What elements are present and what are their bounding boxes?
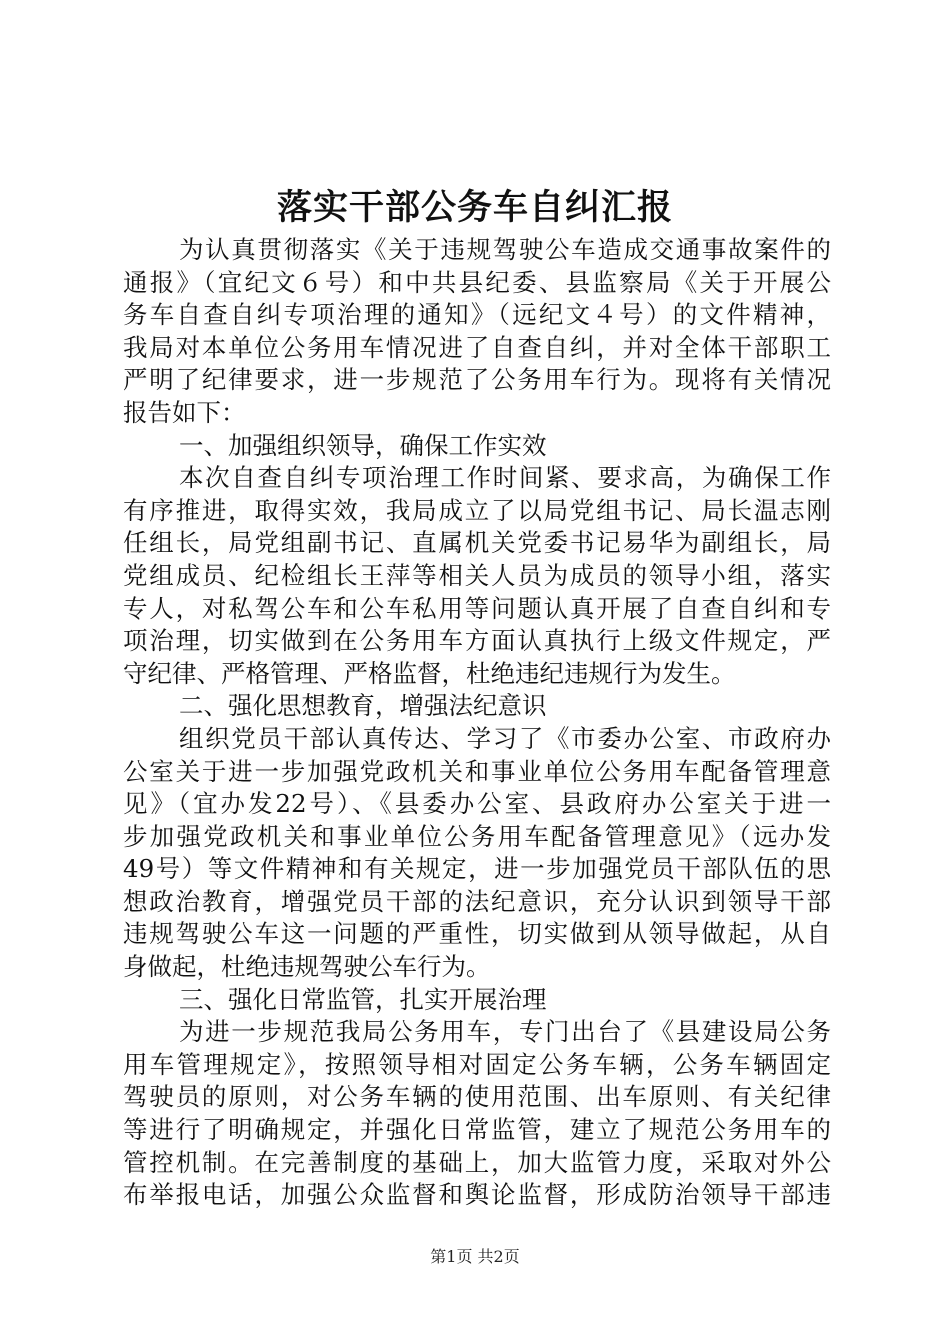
body-line: 布举报电话，加强公众监督和舆论监督，形成防治领导干部违 — [123, 1180, 831, 1210]
section-heading: 一、加强组织领导，确保工作实效 — [179, 430, 547, 460]
section-heading: 二、强化思想教育，增强法纪意识 — [179, 691, 547, 721]
body-line: 管控机制。在完善制度的基础上，加大监管力度，采取对外公 — [123, 1147, 831, 1177]
body-line: 有序推进，取得实效，我局成立了以局党组书记、局长温志刚 — [123, 495, 831, 525]
body-line: 想政治教育，增强党员干部的法纪意识，充分认识到领导干部 — [123, 886, 831, 916]
body-line: 党组成员、纪检组长王萍等相关人员为成员的领导小组，落实 — [123, 560, 831, 590]
body-line: 守纪律、严格管理、严格监督，杜绝违纪违规行为发生。 — [123, 658, 736, 688]
document-body — [123, 234, 831, 1212]
section-heading: 三、强化日常监管，扎实开展治理 — [179, 984, 547, 1014]
document-title: 落实干部公务车自纠汇报 — [276, 187, 673, 228]
page-footer: 第1页 共2页 — [430, 1247, 520, 1266]
body-line: 我局对本单位公务用车情况进了自查自纠，并对全体干部职工 — [123, 332, 831, 362]
body-line: 任组长，局党组副书记、直属机关党委书记易华为副组长，局 — [123, 528, 831, 558]
body-line: 公室关于进一步加强党政机关和事业单位公务用车配备管理意 — [123, 756, 831, 786]
body-line: 身做起，杜绝违规驾驶公车行为。 — [123, 952, 491, 982]
body-line: 步加强党政机关和事业单位公务用车配备管理意见》（远办发 — [123, 821, 831, 851]
body-line: 组织党员干部认真传达、学习了《市委办公室、市政府办 — [179, 723, 831, 753]
body-line: 严明了纪律要求，进一步规范了公务用车行为。现将有关情况 — [123, 365, 831, 395]
body-line: 违规驾驶公车这一问题的严重性，切实做到从领导做起，从自 — [123, 919, 831, 949]
body-line: 务车自查自纠专项治理的通知》（远纪文４号）的文件精神， — [123, 300, 831, 330]
body-line: 专人，对私驾公车和公车私用等问题认真开展了自查自纠和专 — [123, 593, 831, 623]
body-line: 驾驶员的原则，对公务车辆的使用范围、出车原则、有关纪律 — [123, 1082, 831, 1112]
body-line: 本次自查自纠专项治理工作时间紧、要求高，为确保工作 — [179, 463, 831, 493]
body-line: 为进一步规范我局公务用车，专门出台了《县建设局公务 — [179, 1017, 831, 1047]
body-line: 用车管理规定》，按照领导相对固定公务车辆，公务车辆固定 — [123, 1049, 831, 1079]
body-line: 为认真贯彻落实《关于违规驾驶公车造成交通事故案件的 — [179, 235, 831, 264]
body-line: 见》（宜办发22号）、《县委办公室、县政府办公室关于进一 — [123, 789, 831, 819]
body-line: 项治理，切实做到在公务用车方面认真执行上级文件规定，严 — [123, 626, 831, 656]
body-line: 等进行了明确规定，并强化日常监管，建立了规范公务用车的 — [123, 1115, 831, 1145]
body-line: 报告如下： — [123, 397, 246, 427]
body-line: 通报》（宜纪文６号）和中共县纪委、县监察局《关于开展公 — [123, 267, 831, 297]
body-line: 49号）等文件精神和有关规定，进一步加强党员干部队伍的思 — [123, 854, 831, 884]
